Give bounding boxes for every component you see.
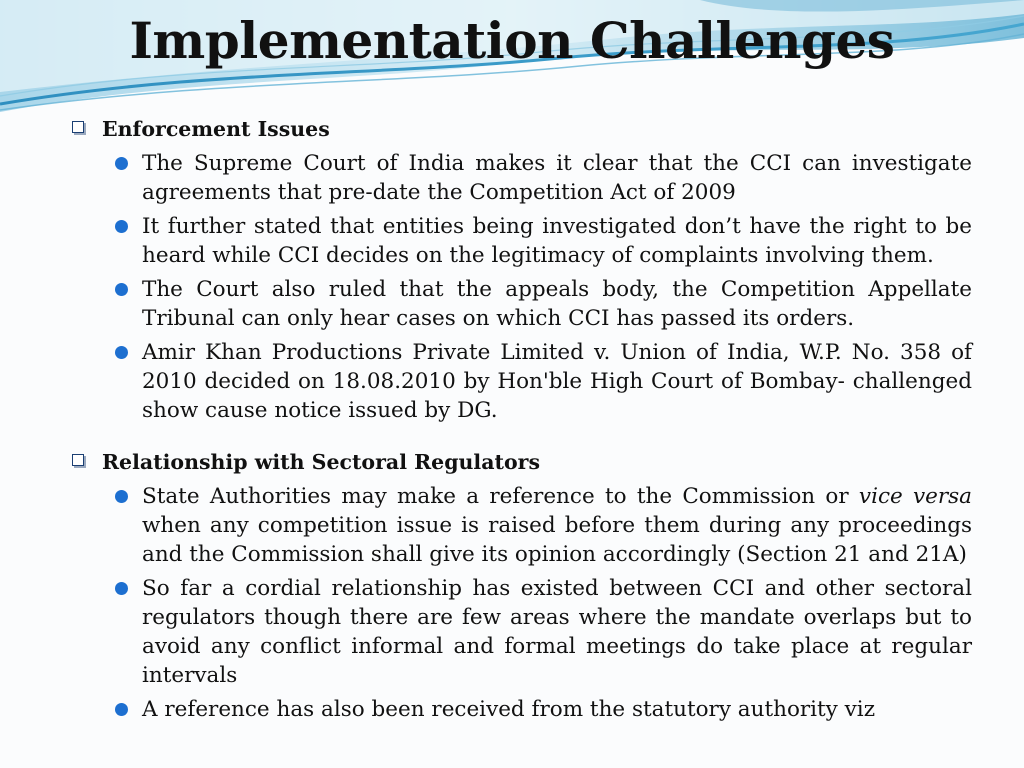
list-item: A reference has also been received from the statutory authority viz	[68, 695, 972, 724]
section-heading-text: Relationship with Sectoral Regulators	[102, 450, 540, 474]
bullet-dot-icon	[115, 346, 128, 359]
bullet-dot-icon	[115, 157, 128, 170]
square-bullet-icon	[72, 454, 84, 466]
list-item: It further stated that entities being investigated don’t have the right to be heard while CCI decides on the legitimacy of complaints involving them.	[68, 212, 972, 270]
list-item: State Authorities may make a reference to the Commission or vice versa when any competition issue is raised before them during any proceedings and the Commission shall give its opinion accordingly (Section 21 and 21A)	[68, 482, 972, 569]
section-spacer	[68, 425, 972, 447]
section-heading-text: Enforcement Issues	[102, 117, 330, 141]
square-bullet-icon	[72, 121, 84, 133]
bullet-list	[68, 149, 972, 425]
slide-content	[68, 114, 972, 724]
list-item: The Supreme Court of India makes it clear that the CCI can investigate agreements that pre-date the Competition Act of 2009	[68, 149, 972, 207]
section-sectoral-regulators	[68, 447, 972, 724]
bullet-dot-icon	[115, 582, 128, 595]
bullet-dot-icon	[115, 220, 128, 233]
bullet-dot-icon	[115, 283, 128, 296]
list-item: So far a cordial relationship has existed between CCI and other sectoral regulators though there are few areas where the mandate overlaps but to avoid any conflict informal and formal meetings do take place at regular intervals	[68, 574, 972, 690]
bullet-dot-icon	[115, 490, 128, 503]
section-heading	[68, 114, 972, 144]
list-item: The Court also ruled that the appeals body, the Competition Appellate Tribunal can only hear cases on which CCI has passed its orders.	[68, 275, 972, 333]
bullet-dot-icon	[115, 703, 128, 716]
bullet-list	[68, 482, 972, 724]
italic-phrase: vice versa	[858, 484, 972, 509]
list-item: Amir Khan Productions Private Limited v. Union of India, W.P. No. 358 of 2010 decided on 18.08.2010 by Hon'ble High Court of Bombay- challenged show cause notice issued by DG.	[68, 338, 972, 425]
slide-title: Implementation Challenges	[129, 11, 895, 70]
section-heading	[68, 447, 972, 477]
section-enforcement-issues	[68, 114, 972, 425]
